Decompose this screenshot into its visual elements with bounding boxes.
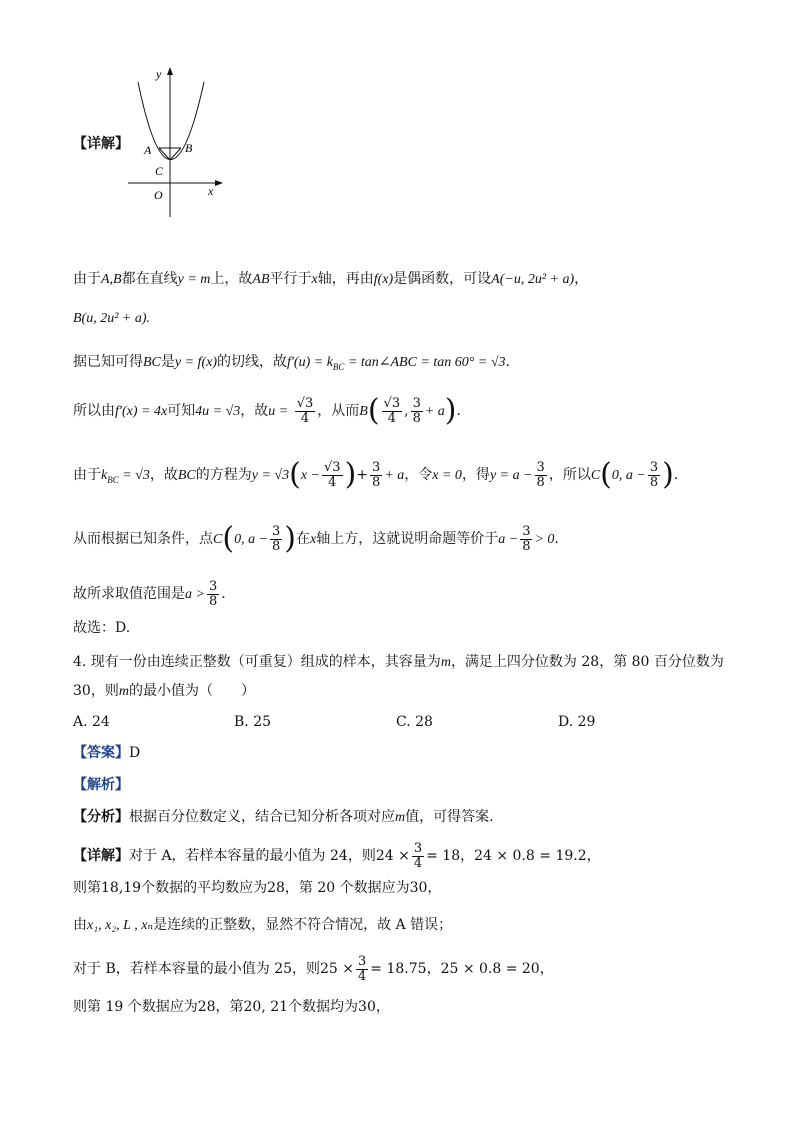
y-axis-label: y bbox=[156, 67, 162, 81]
answer-line bbox=[73, 746, 140, 760]
option-a: A. 24 bbox=[73, 714, 110, 730]
fenxi-line: 【分析】根据百分位数定义，结合已知分析各项对应m值，可得答案. bbox=[73, 809, 494, 825]
detail-label: 【详解】 bbox=[73, 136, 129, 152]
x-axis-arrow bbox=[215, 180, 223, 186]
solution-line-13: 由x₁, x₂, L , xₙ是连续的正整数，显然不符合情况，故 A 错误； bbox=[73, 917, 453, 933]
solution-line-3: 据已知可得BC是y = f(x)的切线，故$f'(u) = k_{BC}$ = tan∠ABC = tan 60° = √3. bbox=[73, 354, 510, 372]
question-4-line-1: 4. 现有一份由连续正整数（可重复）组成的样本，其容量为m，满足上四分位数为 28，第 80 百分位数为 bbox=[73, 654, 724, 670]
solution-line-7: 故所求取值范围是a > $\frac{3}{8}$ . bbox=[73, 579, 226, 609]
answer-value: D bbox=[129, 745, 141, 761]
point-c-label: C bbox=[155, 164, 164, 178]
solution-line-6: 从而根据已知条件，点C(0, a − $\frac{3}{8}$ )在x轴上方，这就说明命题等价于a − $\frac{3}{8}$ > 0. bbox=[73, 521, 559, 556]
point-a-label: A bbox=[144, 143, 152, 157]
choice-line: 故选：D. bbox=[73, 620, 131, 636]
analysis-label: 【解析】 bbox=[73, 777, 129, 793]
option-d: D. 29 bbox=[558, 714, 596, 730]
parabola-graph bbox=[122, 62, 232, 222]
solution-line-2: B(u, 2u² + a). bbox=[73, 311, 151, 326]
solution-line-1: 由于A,B都在直线y = m上，故AB平行于x轴，再由f(x)是偶函数，可设A(−u, 2u² + a)， bbox=[73, 271, 589, 287]
solution-line-12: 则第18,19个数据的平均数应为28，第 20 个数据应为30， bbox=[73, 880, 442, 896]
origin-label: O bbox=[154, 188, 163, 202]
y-axis-arrow bbox=[167, 67, 173, 75]
segment-ac bbox=[159, 148, 170, 160]
x-axis-label: x bbox=[208, 184, 214, 198]
solution-line-5: 由于$k_{BC} = √3$，故BC的方程为y = √3(x − $\frac{√3}{4}$ )+ $\frac{3}{8}$ + a，令x = 0，得y = a − $\frac{3}{8}$ ，所以C(0, a − $\frac{3}{8}$ ). bbox=[73, 457, 679, 492]
solution-line-14: 对于 B，若样本容量的最小值为 25，则25 × $\frac{3}{4}$ = 18.75，25 × 0.8 = 20， bbox=[73, 954, 554, 984]
xiangjie-line: 【详解】对于 A，若样本容量的最小值为 24，则24 × $\frac{3}{4}$ = 18，24 × 0.8 = 19.2， bbox=[73, 841, 601, 871]
option-b: B. 25 bbox=[234, 714, 272, 730]
question-4-line-2: 30，则m的最小值为（ ） bbox=[73, 683, 255, 699]
solution-line-15: 则第 19 个数据应为28，第20, 21个数据均为30， bbox=[73, 999, 390, 1015]
answer-label: 【答案】 bbox=[73, 745, 129, 761]
solution-line-4: 所以由f′(x) = 4x可知4u = √3，故u = $\frac{√3}{4}$ ，从而B( $\frac{√3}{4}$ , $\frac{3}{8}$ + a). bbox=[73, 393, 461, 428]
point-b-label: B bbox=[185, 141, 193, 155]
option-c: C. 28 bbox=[396, 714, 433, 730]
